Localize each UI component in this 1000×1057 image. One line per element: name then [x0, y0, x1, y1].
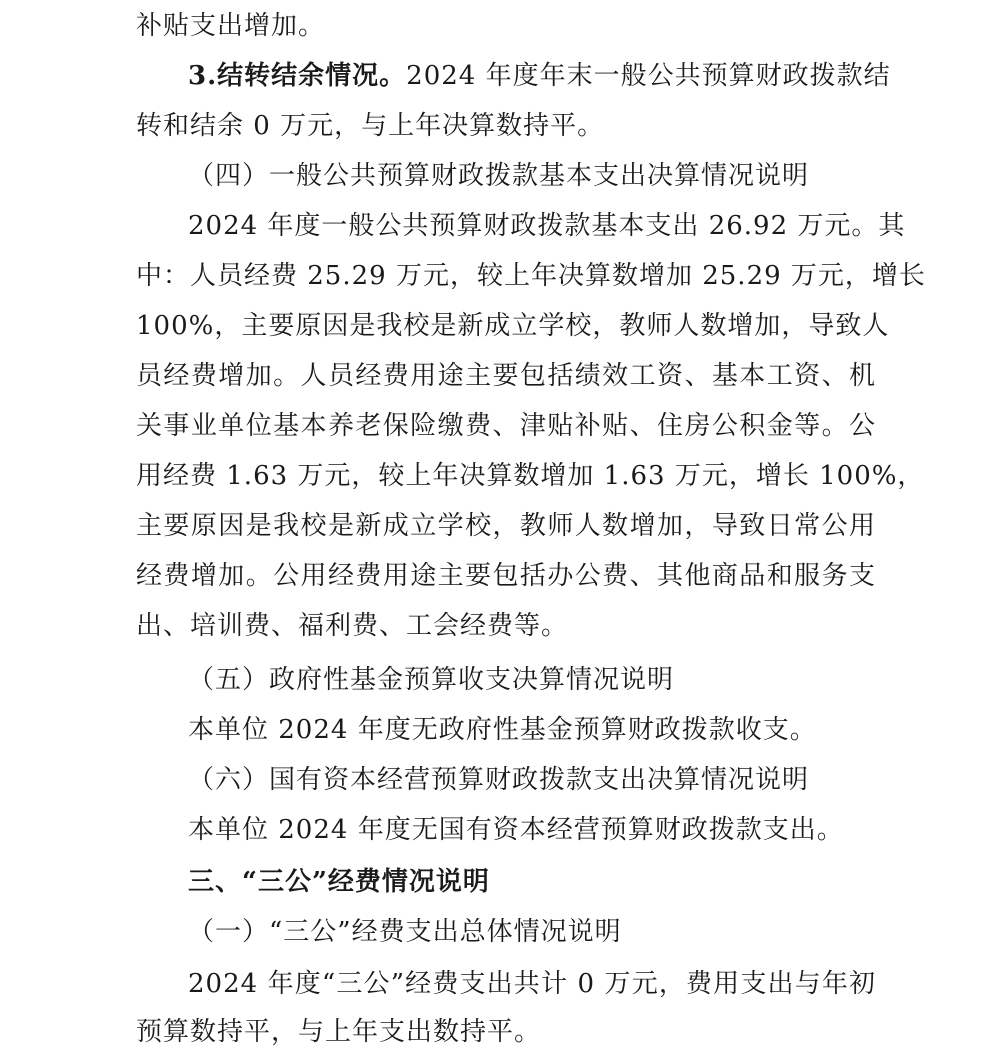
paragraph-text: 2024 年度年末一般公共预算财政拨款结 — [406, 61, 891, 91]
paragraph-line: 预算数持平，与上年支出数持平。 — [136, 1017, 542, 1047]
section-lead: 3.结转结余情况。 — [188, 61, 407, 91]
paragraph-line: 2024 年度一般公共预算财政拨款基本支出 26.92 万元。其 — [188, 211, 906, 241]
paragraph-line: 补贴支出增加。 — [136, 11, 326, 41]
paragraph-line: 2024 年度“三公”经费支出共计 0 万元，费用支出与年初 — [188, 969, 876, 999]
paragraph-line: 100%，主要原因是我校是新成立学校，教师人数增加，导致人 — [136, 311, 890, 341]
section-heading: （五）政府性基金预算收支决算情况说明 — [188, 665, 675, 695]
paragraph-line: 本单位 2024 年度无国有资本经营预算财政拨款支出。 — [188, 815, 844, 845]
chapter-heading: 三、“三公”经费情况说明 — [188, 867, 490, 897]
paragraph-line: 关事业单位基本养老保险缴费、津贴补贴、住房公积金等。公 — [136, 411, 876, 441]
paragraph-line: 主要原因是我校是新成立学校，教师人数增加，导致日常公用 — [136, 511, 876, 541]
section-heading: （四）一般公共预算财政拨款基本支出决算情况说明 — [188, 161, 810, 191]
paragraph-line — [188, 51, 891, 101]
paragraph-line: 出、培训费、福利费、工会经费等。 — [136, 611, 569, 641]
paragraph-line: 用经费 1.63 万元，较上年决算数增加 1.63 万元，增长 100%， — [136, 461, 925, 491]
paragraph-line: 转和结余 0 万元，与上年决算数持平。 — [136, 111, 605, 141]
paragraph-line: 经费增加。公用经费用途主要包括办公费、其他商品和服务支 — [136, 561, 876, 591]
section-heading: （一）“三公”经费支出总体情况说明 — [188, 917, 622, 947]
paragraph-line: 本单位 2024 年度无政府性基金预算财政拨款收支。 — [188, 715, 817, 745]
section-heading: （六）国有资本经营预算财政拨款支出决算情况说明 — [188, 765, 810, 795]
paragraph-line: 中：人员经费 25.29 万元，较上年决算数增加 25.29 万元，增长 — [136, 261, 926, 291]
paragraph-line: 员经费增加。人员经费用途主要包括绩效工资、基本工资、机 — [136, 361, 876, 391]
